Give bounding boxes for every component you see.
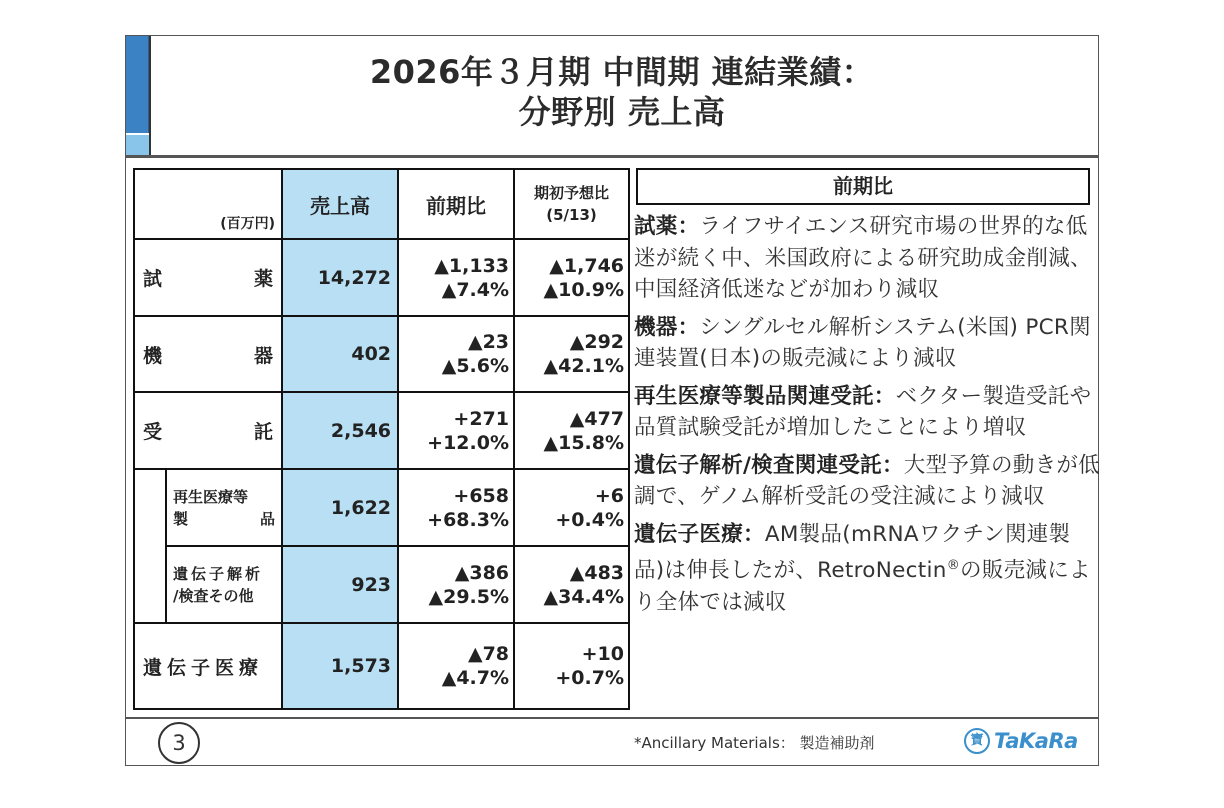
note-term: 遺伝子医療： — [634, 521, 765, 547]
table-row-genetic — [134, 546, 629, 623]
table-row-instruments — [134, 316, 629, 392]
sub-label-line2 — [173, 508, 275, 530]
note-gene-therapy — [634, 519, 1100, 619]
yoy-amount: +658 — [453, 484, 510, 507]
footer-divider — [126, 717, 1098, 719]
indent-spacer — [134, 546, 166, 623]
forecast-amount: +10 — [581, 643, 625, 665]
yoy-cell — [398, 392, 514, 469]
page-number: 3 — [158, 722, 200, 764]
segment-label-instruments — [134, 316, 282, 392]
sub-label-line2: /検査その他 — [173, 586, 254, 605]
forecast-amount: +6 — [594, 484, 625, 507]
note-genetic — [634, 450, 1100, 513]
sales-value: 1,573 — [282, 623, 398, 709]
title-line-1: 2026年３月期 中間期 連結業績： — [369, 53, 875, 91]
segment-label-text: 遺伝子医療 — [143, 656, 264, 679]
sales-value: 1,622 — [282, 469, 398, 546]
note-reagents — [634, 211, 1100, 306]
note-term: 再生医療等製品関連受託： — [634, 383, 896, 409]
forecast-percent: +0.4% — [555, 508, 625, 531]
sales-value: 14,272 — [282, 239, 398, 316]
segment-label-part: 託 — [254, 421, 274, 443]
segment-label-part: 機 — [143, 344, 163, 367]
forecast-amount: ▲1,746 — [549, 254, 625, 277]
segment-label-part: 器 — [254, 344, 274, 367]
forecast-cell — [514, 392, 629, 469]
accent-separator — [149, 36, 151, 155]
yoy-amount: ▲1,133 — [434, 254, 510, 277]
yoy-cell — [398, 469, 514, 546]
sub-label-line1: 再生医療等 — [173, 487, 249, 506]
note-text: ベクター製造受託や品質試験受託が増加したことにより増収 — [634, 383, 1092, 440]
yoy-amount: ▲386 — [454, 561, 510, 584]
title-line-2: 分野別 売上高 — [518, 93, 726, 131]
yoy-cell — [398, 239, 514, 316]
forecast-cell — [514, 623, 629, 709]
title-divider — [126, 155, 1098, 158]
segment-label-gene-therapy — [134, 623, 282, 709]
slide-title — [156, 52, 1088, 132]
table-row-contract — [134, 392, 629, 469]
commentary-header: 前期比 — [636, 168, 1090, 205]
unit-label: (百万円) — [134, 169, 282, 239]
forecast-cell — [514, 239, 629, 316]
yoy-amount: ▲23 — [467, 331, 510, 353]
sub-label-line1: 遺伝子解析 — [173, 564, 264, 583]
header-vs-forecast-line1: 期初予想比 — [534, 184, 610, 202]
note-regen — [634, 381, 1100, 444]
segment-label-regen — [166, 469, 282, 546]
yoy-commentary — [634, 168, 1100, 618]
yoy-cell — [398, 546, 514, 623]
registered-mark: ® — [946, 558, 961, 573]
note-text: AM製品(mRNAワクチン関連製品)は伸長したが、RetroNectin — [634, 521, 1071, 584]
footnote: *Ancillary Materials： 製造補助剤 — [634, 734, 875, 752]
yoy-percent: +12.0% — [427, 431, 510, 454]
yoy-percent: ▲4.7% — [441, 667, 510, 689]
forecast-percent: ▲42.1% — [543, 355, 625, 377]
forecast-cell — [514, 469, 629, 546]
header-vs-forecast — [514, 169, 629, 239]
segment-label-genetic — [166, 546, 282, 623]
forecast-percent: ▲10.9% — [543, 278, 625, 301]
sales-value: 923 — [282, 546, 398, 623]
header-vs-forecast-line2: (5/13) — [546, 206, 597, 224]
forecast-amount: ▲477 — [569, 407, 625, 430]
segment-label-part: 受 — [143, 421, 163, 443]
company-logo — [964, 728, 1078, 754]
accent-bar-dark — [126, 36, 149, 133]
segment-label-part: 薬 — [254, 268, 274, 290]
forecast-amount: ▲483 — [569, 561, 625, 584]
sales-value: 402 — [282, 316, 398, 392]
table-row-regen — [134, 469, 629, 546]
table-row-reagents — [134, 239, 629, 316]
yoy-percent: ▲5.6% — [441, 355, 510, 377]
forecast-cell — [514, 546, 629, 623]
yoy-cell — [398, 316, 514, 392]
logo-wordmark: TaKaRa — [994, 729, 1078, 753]
yoy-amount: +271 — [453, 407, 510, 430]
note-term: 遺伝子解析/検査関連受託： — [634, 452, 904, 478]
table-row-gene-therapy — [134, 623, 629, 709]
note-term: 試薬： — [634, 214, 700, 239]
segment-label-part: 試 — [143, 268, 163, 290]
sales-value: 2,546 — [282, 392, 398, 469]
table-header-row — [134, 169, 629, 239]
yoy-percent: ▲29.5% — [428, 585, 510, 608]
sub-label-part: 製 — [173, 509, 189, 528]
forecast-percent: ▲15.8% — [543, 431, 625, 454]
logo-mark-icon: 寶 — [964, 728, 990, 754]
forecast-percent: ▲34.4% — [543, 585, 625, 608]
header-sales: 売上高 — [282, 169, 398, 239]
note-instruments — [634, 312, 1100, 375]
note-term: 機器： — [634, 314, 700, 340]
segment-label-contract — [134, 392, 282, 469]
yoy-amount: ▲78 — [467, 643, 510, 665]
accent-bar-light — [126, 135, 149, 155]
note-text: シングルセル解析システム(米国) PCR関連装置(日本)の販売減により減収 — [634, 314, 1091, 371]
yoy-percent: ▲7.4% — [441, 278, 510, 301]
forecast-amount: ▲292 — [569, 331, 625, 353]
yoy-percent: +68.3% — [427, 508, 510, 531]
note-text: ライフサイエンス研究市場の世界的な低迷が続く中、米国政府による研究助成金削減、中国経済低迷などが加わり減収 — [634, 214, 1092, 302]
forecast-percent: +0.7% — [555, 667, 625, 689]
sub-label-part: 品 — [260, 509, 276, 528]
yoy-cell — [398, 623, 514, 709]
slide — [125, 35, 1099, 766]
note-text: の販売減により全体では減収 — [634, 558, 1091, 615]
header-yoy: 前期比 — [398, 169, 514, 239]
segment-sales-table — [133, 168, 630, 710]
forecast-cell — [514, 316, 629, 392]
indent-spacer — [134, 469, 166, 546]
note-text: 大型予算の動きが低調で、ゲノム解析受託の受注減により減収 — [634, 452, 1100, 509]
segment-label-reagents — [134, 239, 282, 316]
